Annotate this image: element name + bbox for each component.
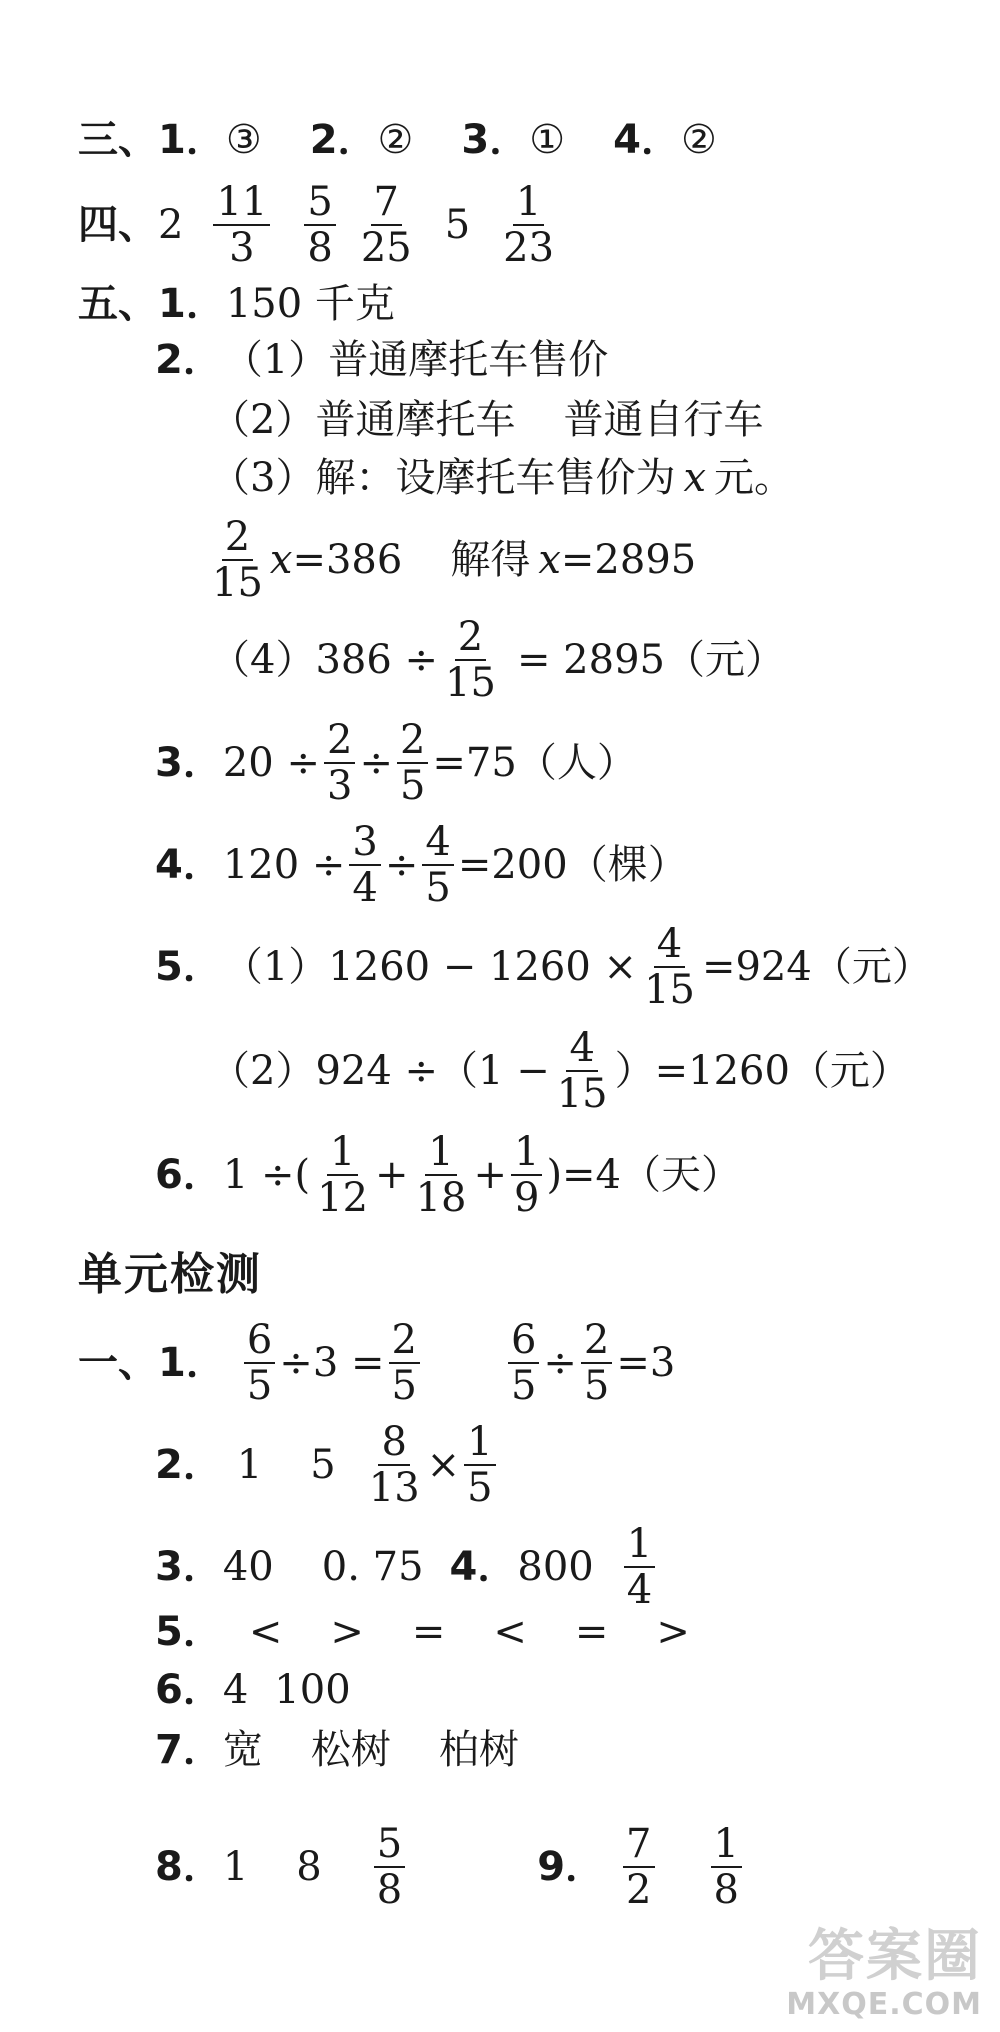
unit-q2 <box>155 1420 500 1510</box>
answer: 1 <box>222 1844 249 1890</box>
symbol: > <box>330 1609 364 1655</box>
operator: × <box>426 1442 461 1488</box>
section-5-q1 <box>78 281 395 327</box>
symbol: = <box>574 1609 609 1655</box>
item-number: 8． <box>155 1844 223 1890</box>
answer: 元。 <box>714 455 795 501</box>
answer: 100 <box>274 1667 351 1713</box>
symbol: < <box>248 1609 283 1655</box>
fraction: 5 8 <box>304 180 335 270</box>
section-prefix: 四、 <box>78 202 158 248</box>
item-number: 3． <box>155 1544 223 1590</box>
fraction: $\frac{4}{15}$ <box>556 1025 608 1117</box>
section-5-q4 <box>155 820 688 910</box>
fraction: $\frac{4}{15}$ <box>644 921 695 1013</box>
answer: ）=1260（元） <box>614 1048 910 1094</box>
section-3-line <box>78 117 717 163</box>
fraction: $\frac{8}{13}$ <box>368 1419 420 1511</box>
operator: + <box>473 1152 507 1198</box>
item-number: 3． <box>155 740 223 786</box>
item-number: 3． <box>461 117 530 163</box>
fraction: 1 12 <box>317 1129 369 1221</box>
item-number: 4． <box>449 1544 518 1590</box>
fraction: 7 2 <box>623 1822 654 1912</box>
answer: 0. 75 <box>321 1544 424 1590</box>
operator: + <box>375 1152 409 1198</box>
answer: 1 ÷( <box>222 1152 311 1198</box>
unit-q7 <box>155 1727 519 1773</box>
fraction: 1 8 <box>711 1822 742 1912</box>
answer: =2895 <box>560 537 697 583</box>
answer: 宽 <box>222 1727 263 1773</box>
answer: 120 ÷ <box>222 842 346 888</box>
fraction: $\frac{6}{5}$ <box>508 1318 539 1408</box>
fraction: 1 4 <box>624 1522 655 1612</box>
answer: =200（棵） <box>457 842 688 888</box>
item-number: 1． <box>158 281 226 327</box>
operator: ÷ <box>359 740 393 786</box>
operator: ÷ <box>384 842 419 888</box>
answer: 松树 <box>310 1727 391 1773</box>
unit-q5 <box>155 1609 690 1655</box>
fraction: $\frac{6}{5}$ <box>244 1318 275 1408</box>
answer: （3）解：设摩托车售价为 <box>210 455 676 501</box>
answer: （1）普通摩托车售价 <box>222 337 609 383</box>
section-5-q2-equation <box>205 515 696 605</box>
item-number: 5． <box>155 1609 223 1655</box>
section-5-q2-part1 <box>155 337 609 383</box>
fraction: 11 3 <box>213 180 270 270</box>
fraction: $\frac{4}{5}$ <box>422 820 453 910</box>
answer: 柏树 <box>438 1727 519 1773</box>
answer: 800 <box>517 1544 594 1590</box>
section-5-q3 <box>155 718 637 808</box>
variable: x <box>538 537 561 583</box>
answer: （4）386 ÷ <box>210 637 439 683</box>
answer: ② <box>680 117 717 163</box>
answer: （2）普通摩托车 <box>210 397 516 443</box>
answer: )=4（天） <box>546 1152 742 1198</box>
answer: 40 <box>222 1544 274 1590</box>
unit-q8-q9 <box>155 1822 746 1912</box>
item-number: 4． <box>155 842 223 888</box>
item-number: 9． <box>537 1844 606 1890</box>
answer: 解得 <box>450 537 531 583</box>
answer: = 2895（元） <box>516 637 785 683</box>
fraction: $\frac{2}{3}$ <box>324 718 355 808</box>
item-number: 1． <box>158 117 226 163</box>
watermark-url: MXQE.COM <box>786 1987 982 2022</box>
section-5-q6 <box>155 1130 741 1220</box>
section-prefix: 一、 <box>78 1340 158 1386</box>
section-prefix: 三、 <box>78 117 158 163</box>
fraction: $\frac{2}{15}$ <box>445 614 496 706</box>
fraction: $\frac{1}{5}$ <box>464 1420 495 1510</box>
item-number: 2． <box>155 337 223 383</box>
item-number: 5． <box>155 944 223 990</box>
answer: 4 <box>222 1667 249 1713</box>
item-number: 6． <box>155 1667 223 1713</box>
section-5-q5-part1 <box>155 922 932 1012</box>
answer: 普通自行车 <box>563 397 764 443</box>
operator: ÷ <box>543 1340 577 1386</box>
fraction: $\frac{2}{5}$ <box>389 1318 420 1408</box>
answer: =924（元） <box>701 944 932 990</box>
answer: 150 千克 <box>225 281 395 327</box>
answer: ③ <box>225 117 262 163</box>
section-4-line <box>78 180 561 270</box>
variable: x <box>269 537 293 583</box>
unit-test-heading: 单元检测 <box>78 1249 262 1300</box>
fraction: $\frac{1}{9}$ <box>511 1130 542 1220</box>
watermark <box>732 1912 982 2022</box>
answer: 2 <box>158 202 184 248</box>
answer: （2）924 ÷（1 − <box>210 1048 550 1094</box>
symbol: > <box>656 1609 690 1655</box>
fraction: $\frac{3}{4}$ <box>349 820 380 910</box>
item-number: 2． <box>309 117 378 163</box>
fraction: 5 8 <box>374 1822 405 1912</box>
unit-q6 <box>155 1667 351 1713</box>
answer: （1）1260 − 1260 × <box>222 944 638 990</box>
symbol: < <box>493 1609 527 1655</box>
fraction: $\frac{2}{5}$ <box>397 718 428 808</box>
item-number: 4． <box>613 117 681 163</box>
section-prefix: 五、 <box>78 281 158 327</box>
fraction: $\frac{2}{5}$ <box>581 1318 612 1408</box>
answer: ② <box>377 117 414 163</box>
section-5-q5-part2 <box>210 1026 910 1116</box>
answer: =386 <box>292 537 403 583</box>
fraction: 2 15 <box>212 514 263 606</box>
answer: =3 <box>616 1340 676 1386</box>
section-5-q2-part2 <box>210 397 764 443</box>
answer: 5 <box>310 1442 336 1488</box>
item-number: 2． <box>155 1442 223 1488</box>
symbol: = <box>411 1609 446 1655</box>
item-number: 1． <box>158 1340 226 1386</box>
unit-q3-q4 <box>155 1522 659 1612</box>
watermark-logo: 答案圈 <box>808 1924 982 1989</box>
answer: 5 <box>444 202 471 248</box>
answer: ① <box>529 117 566 163</box>
fraction: 7 25 <box>360 179 412 271</box>
fraction: $\frac{1}{18}$ <box>415 1129 467 1221</box>
answer: 1 <box>236 1442 263 1488</box>
section-5-q2-part3 <box>210 455 795 501</box>
answer: =75（人） <box>432 740 637 786</box>
answer: 20 ÷ <box>222 740 320 786</box>
section-5-q2-part4 <box>210 615 785 705</box>
variable: x <box>683 455 707 501</box>
answer: 8 <box>296 1844 322 1890</box>
answer: ÷3 = <box>279 1340 385 1386</box>
item-number: 6． <box>155 1152 223 1198</box>
item-number: 7． <box>155 1727 223 1773</box>
unit-q1 <box>78 1318 675 1408</box>
fraction: 1 23 <box>503 179 555 271</box>
